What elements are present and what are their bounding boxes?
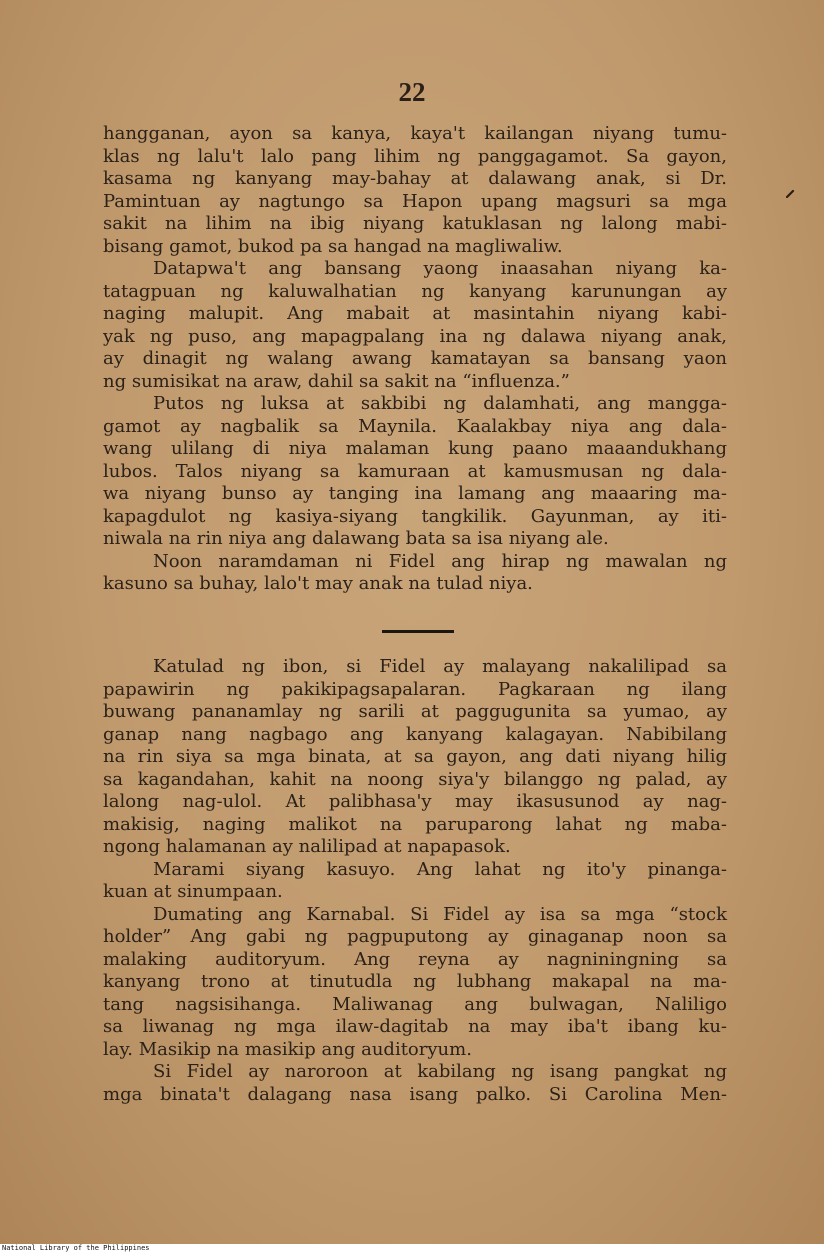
text-line: kuan at sinumpaan. <box>103 881 283 902</box>
body-text-section-1 <box>103 123 727 596</box>
text-line: bisang gamot, bukod pa sa hangad na magliwaliw. <box>103 235 563 257</box>
text-line: Katulad ng ibon, si Fidel ay malayang nakalilipad sa <box>153 656 727 677</box>
text-line: naging malupit. Ang mabait at masintahin niyang kabi- <box>103 303 727 324</box>
text-line: wa niyang bunso ay tanging ina lamang ang maaaring ma- <box>103 483 727 504</box>
text-line: malaking auditoryum. Ang reyna ay nagniningning sa <box>103 948 727 970</box>
text-line: lubos. Talos niyang sa kamuraan at kamusmusan ng dala- <box>103 460 727 482</box>
pencil-mark <box>786 189 795 198</box>
text-line: klas ng lalu't lalo pang lihim ng panggagamot. Sa gayon, <box>103 145 727 167</box>
text-line: ng sumisikat na araw, dahil sa sakit na “influenza.” <box>103 370 570 392</box>
text-line: Pamintuan ay nagtungo sa Hapon upang magsuri sa mga <box>103 190 727 212</box>
text-line: makisig, naging malikot na paruparong lahat ng maba- <box>103 813 727 835</box>
text-line: Noon naramdaman ni Fidel ang hirap ng mawalan ng <box>153 550 727 572</box>
text-line: Datapwa't ang bansang yaong inaasahan niyang ka- <box>153 258 727 279</box>
text-line: Si Fidel ay naroroon at kabilang ng isang pangkat ng <box>153 1061 727 1082</box>
text-line: hangganan, ayon sa kanya, kaya't kailangan niyang tumu- <box>103 123 727 144</box>
text-line: wang ulilang di niya malaman kung paano maaandukhang <box>103 438 727 459</box>
text-line: ngong halamanan ay nalilipad at napapasok. <box>103 836 511 857</box>
section-divider <box>382 630 454 633</box>
text-line: na rin siya sa mga binata, at sa gayon, ang dati niyang hilig <box>103 746 727 767</box>
text-line: lay. Masikip na masikip ang auditoryum. <box>103 1038 472 1060</box>
text-line: mga binata't dalagang nasa isang palko. Si Carolina Men- <box>103 1083 727 1105</box>
text-line: Dumating ang Karnabal. Si Fidel ay isa sa mga “stock <box>153 903 727 925</box>
text-line: kanyang trono at tinutudla ng lubhang makapal na ma- <box>103 971 727 992</box>
text-line: sakit na lihim na ibig niyang katuklasan ng lalong mabi- <box>103 213 727 234</box>
text-line: Marami siyang kasuyo. Ang lahat ng ito'y pinanga- <box>153 858 727 880</box>
text-line: lalong nag-ulol. At palibhasa'y may ikasusunod ay nag- <box>103 791 727 812</box>
library-footer: National Library of the Philippines <box>2 1244 150 1252</box>
text-line: niwala na rin niya ang dalawang bata sa isa niyang ale. <box>103 528 609 549</box>
text-line: tang nagsisihanga. Maliwanag ang bulwagan, Naliligo <box>103 993 727 1015</box>
text-line: sa liwanag ng mga ilaw-dagitab na may iba't ibang ku- <box>103 1016 727 1037</box>
text-line: sa kagandahan, kahit na noong siya'y bilanggo ng palad, ay <box>103 768 727 790</box>
text-line: kapagdulot ng kasiya-siyang tangkilik. Gayunman, ay iti- <box>103 505 727 527</box>
text-line: holder” Ang gabi ng pagpuputong ay ginaganap noon sa <box>103 926 727 947</box>
text-line: ay dinagit ng walang awang kamatayan sa bansang yaon <box>103 348 727 369</box>
page-number: 22 <box>398 77 426 107</box>
text-line: ganap nang nagbago ang kanyang kalagayan. Nabibilang <box>103 723 727 745</box>
text-line: tatagpuan ng kaluwalhatian ng kanyang karunungan ay <box>103 280 727 302</box>
body-text-section-2 <box>103 656 727 1106</box>
text-line: papawirin ng pakikipagsapalaran. Pagkaraan ng ilang <box>103 678 727 700</box>
text-line: kasuno sa buhay, lalo't may anak na tulad niya. <box>103 573 533 594</box>
text-line: Putos ng luksa at sakbibi ng dalamhati, ang mangga- <box>153 393 727 414</box>
text-line: kasama ng kanyang may-bahay at dalawang anak, si Dr. <box>103 168 727 189</box>
text-line: buwang pananamlay ng sarili at paggugunita sa yumao, ay <box>103 701 727 722</box>
text-line: yak ng puso, ang mapagpalang ina ng dalawa niyang anak, <box>103 325 727 347</box>
text-line: gamot ay nagbalik sa Maynila. Kaalakbay niya ang dala- <box>103 415 727 437</box>
